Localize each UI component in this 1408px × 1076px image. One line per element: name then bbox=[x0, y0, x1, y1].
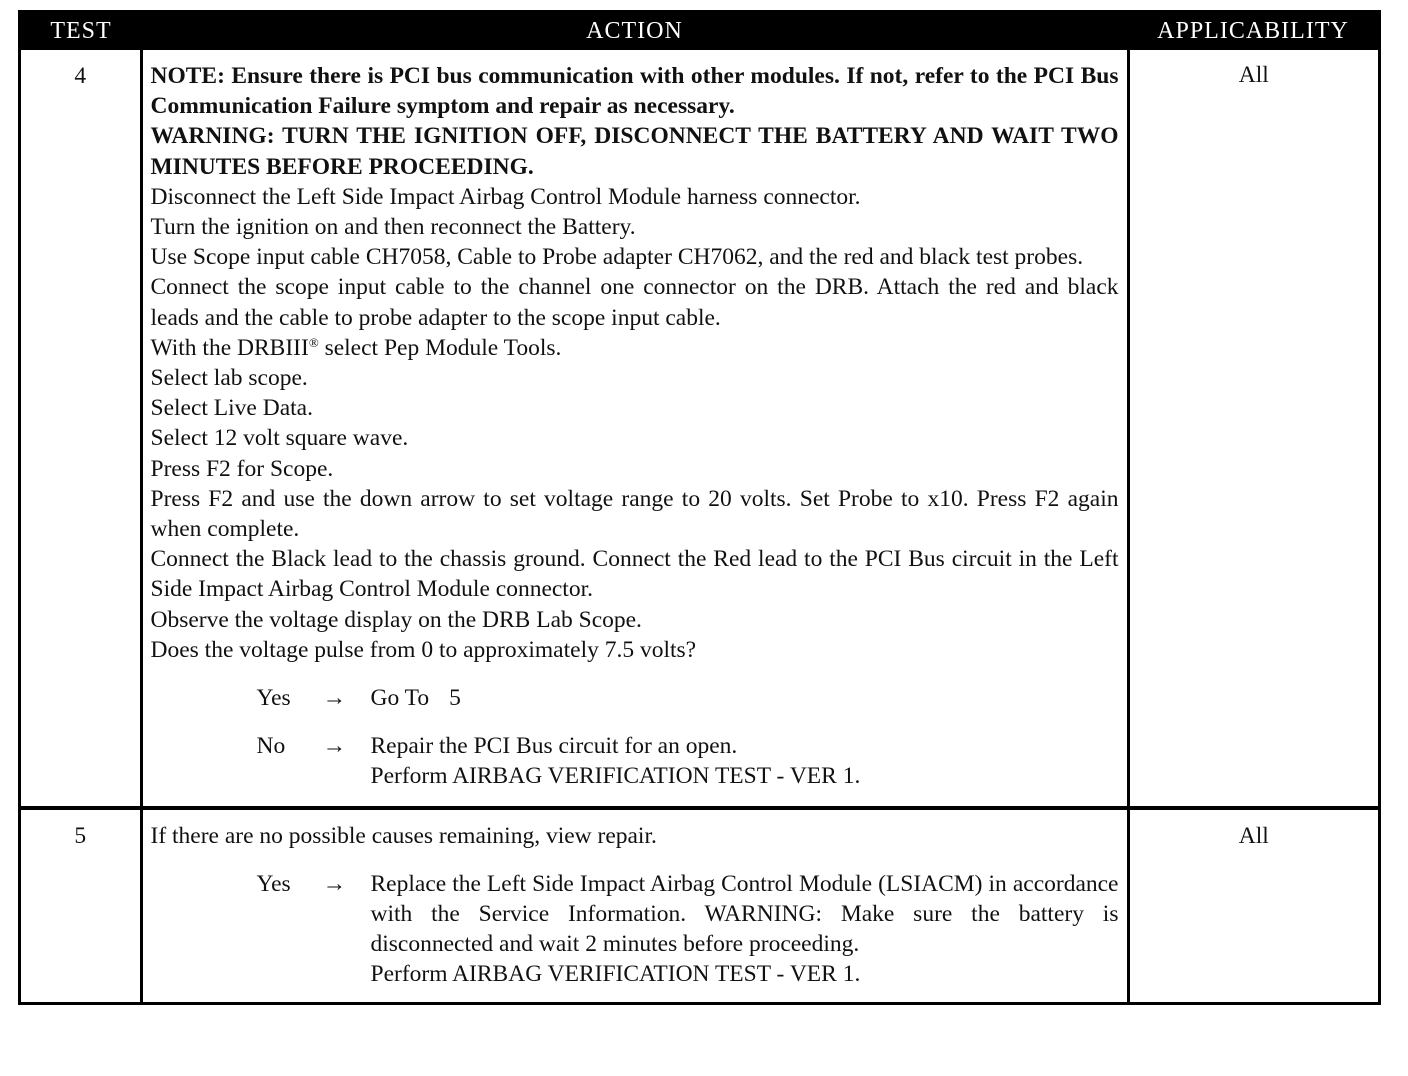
no-result-text2: Perform AIRBAG VERIFICATION TEST - VER 1. bbox=[370, 763, 861, 790]
step-text: Connect the scope input cable to the channel one connector on the DRB. Attach the red and black leads and the cable to probe adapter to the scope input cable. bbox=[150, 274, 1119, 331]
action-cell bbox=[141, 50, 1128, 808]
step-text: Press F2 for Scope. bbox=[150, 455, 334, 482]
no-result bbox=[371, 731, 1119, 791]
step-text: Select 12 volt square wave. bbox=[150, 425, 409, 452]
applicability-value: All bbox=[1128, 808, 1378, 1002]
step-text: Select Live Data. bbox=[150, 395, 313, 422]
note-text: NOTE: Ensure there is PCI bus communication with other modules. If not, refer to the PCI Bus Communication Failure symptom and repair as necessary. bbox=[150, 63, 1119, 120]
header-test: TEST bbox=[21, 13, 141, 50]
test-number: 5 bbox=[21, 808, 141, 1002]
step-text: Use Scope input cable CH7058, Cable to Probe adapter CH7062, and the red and black test probes. bbox=[150, 244, 1084, 271]
diagnostic-test-table bbox=[21, 13, 1378, 1002]
diagnostic-test-sheet bbox=[18, 10, 1381, 1005]
test-number: 4 bbox=[21, 50, 141, 808]
header-row bbox=[21, 13, 1378, 50]
step-text: Disconnect the Left Side Impact Airbag Control Module harness connector. bbox=[150, 183, 861, 210]
table-row bbox=[21, 808, 1378, 1002]
header-action: ACTION bbox=[141, 13, 1128, 50]
step-text-part: With the DRBIII bbox=[150, 334, 309, 361]
step-text: Observe the voltage display on the DRB Lab Scope. bbox=[150, 606, 642, 633]
intro-text: If there are no possible causes remaining, view repair. bbox=[150, 822, 657, 849]
step-text: Turn the ignition on and then reconnect the Battery. bbox=[150, 214, 636, 241]
header-applicability: APPLICABILITY bbox=[1128, 13, 1378, 50]
yes-result-text2: Perform AIRBAG VERIFICATION TEST - VER 1. bbox=[370, 961, 861, 988]
yes-result-text: Replace the Left Side Impact Airbag Control Module (LSIACM) in accordance with the Service Information. WARNING: Make sure the battery is disconnected and wait 2 minutes before proceeding. bbox=[370, 870, 1119, 958]
step-text-drbiii bbox=[151, 333, 1119, 363]
yes-label: Yes bbox=[256, 685, 291, 712]
table-row bbox=[21, 50, 1378, 808]
step-text: Press F2 and use the down arrow to set voltage range to 20 volts. Set Probe to x10. Press F2 again when complete. bbox=[150, 485, 1119, 543]
yes-result bbox=[371, 683, 1119, 713]
goto-test-link[interactable]: 5 bbox=[449, 685, 461, 712]
applicability-value: All bbox=[1128, 50, 1378, 808]
yes-result bbox=[371, 869, 1119, 990]
action-cell bbox=[141, 808, 1128, 1002]
step-text: Connect the Black lead to the chassis ground. Connect the Red lead to the PCI Bus circuit in the Left Side Impact Airbag Control Module connector. bbox=[150, 546, 1119, 603]
right-arrow-icon: → bbox=[322, 870, 346, 897]
no-branch bbox=[151, 731, 1119, 791]
goto-text: Go To bbox=[370, 685, 430, 712]
no-result-text: Repair the PCI Bus circuit for an open. bbox=[370, 733, 738, 760]
no-label: No bbox=[256, 733, 286, 760]
registered-mark: ® bbox=[308, 334, 319, 350]
warning-text: WARNING: TURN THE IGNITION OFF, DISCONNECT THE BATTERY AND WAIT TWO MINUTES BEFORE PROCEEDING. bbox=[150, 123, 1119, 180]
step-text: Select lab scope. bbox=[150, 365, 308, 392]
right-arrow-icon: → bbox=[322, 733, 346, 760]
yes-branch bbox=[151, 869, 1119, 990]
right-arrow-icon: → bbox=[322, 685, 346, 712]
question-text: Does the voltage pulse from 0 to approximately 7.5 volts? bbox=[150, 636, 697, 663]
yes-branch bbox=[151, 683, 1119, 713]
step-text-part: select Pep Module Tools. bbox=[324, 334, 562, 361]
yes-label: Yes bbox=[256, 870, 291, 897]
